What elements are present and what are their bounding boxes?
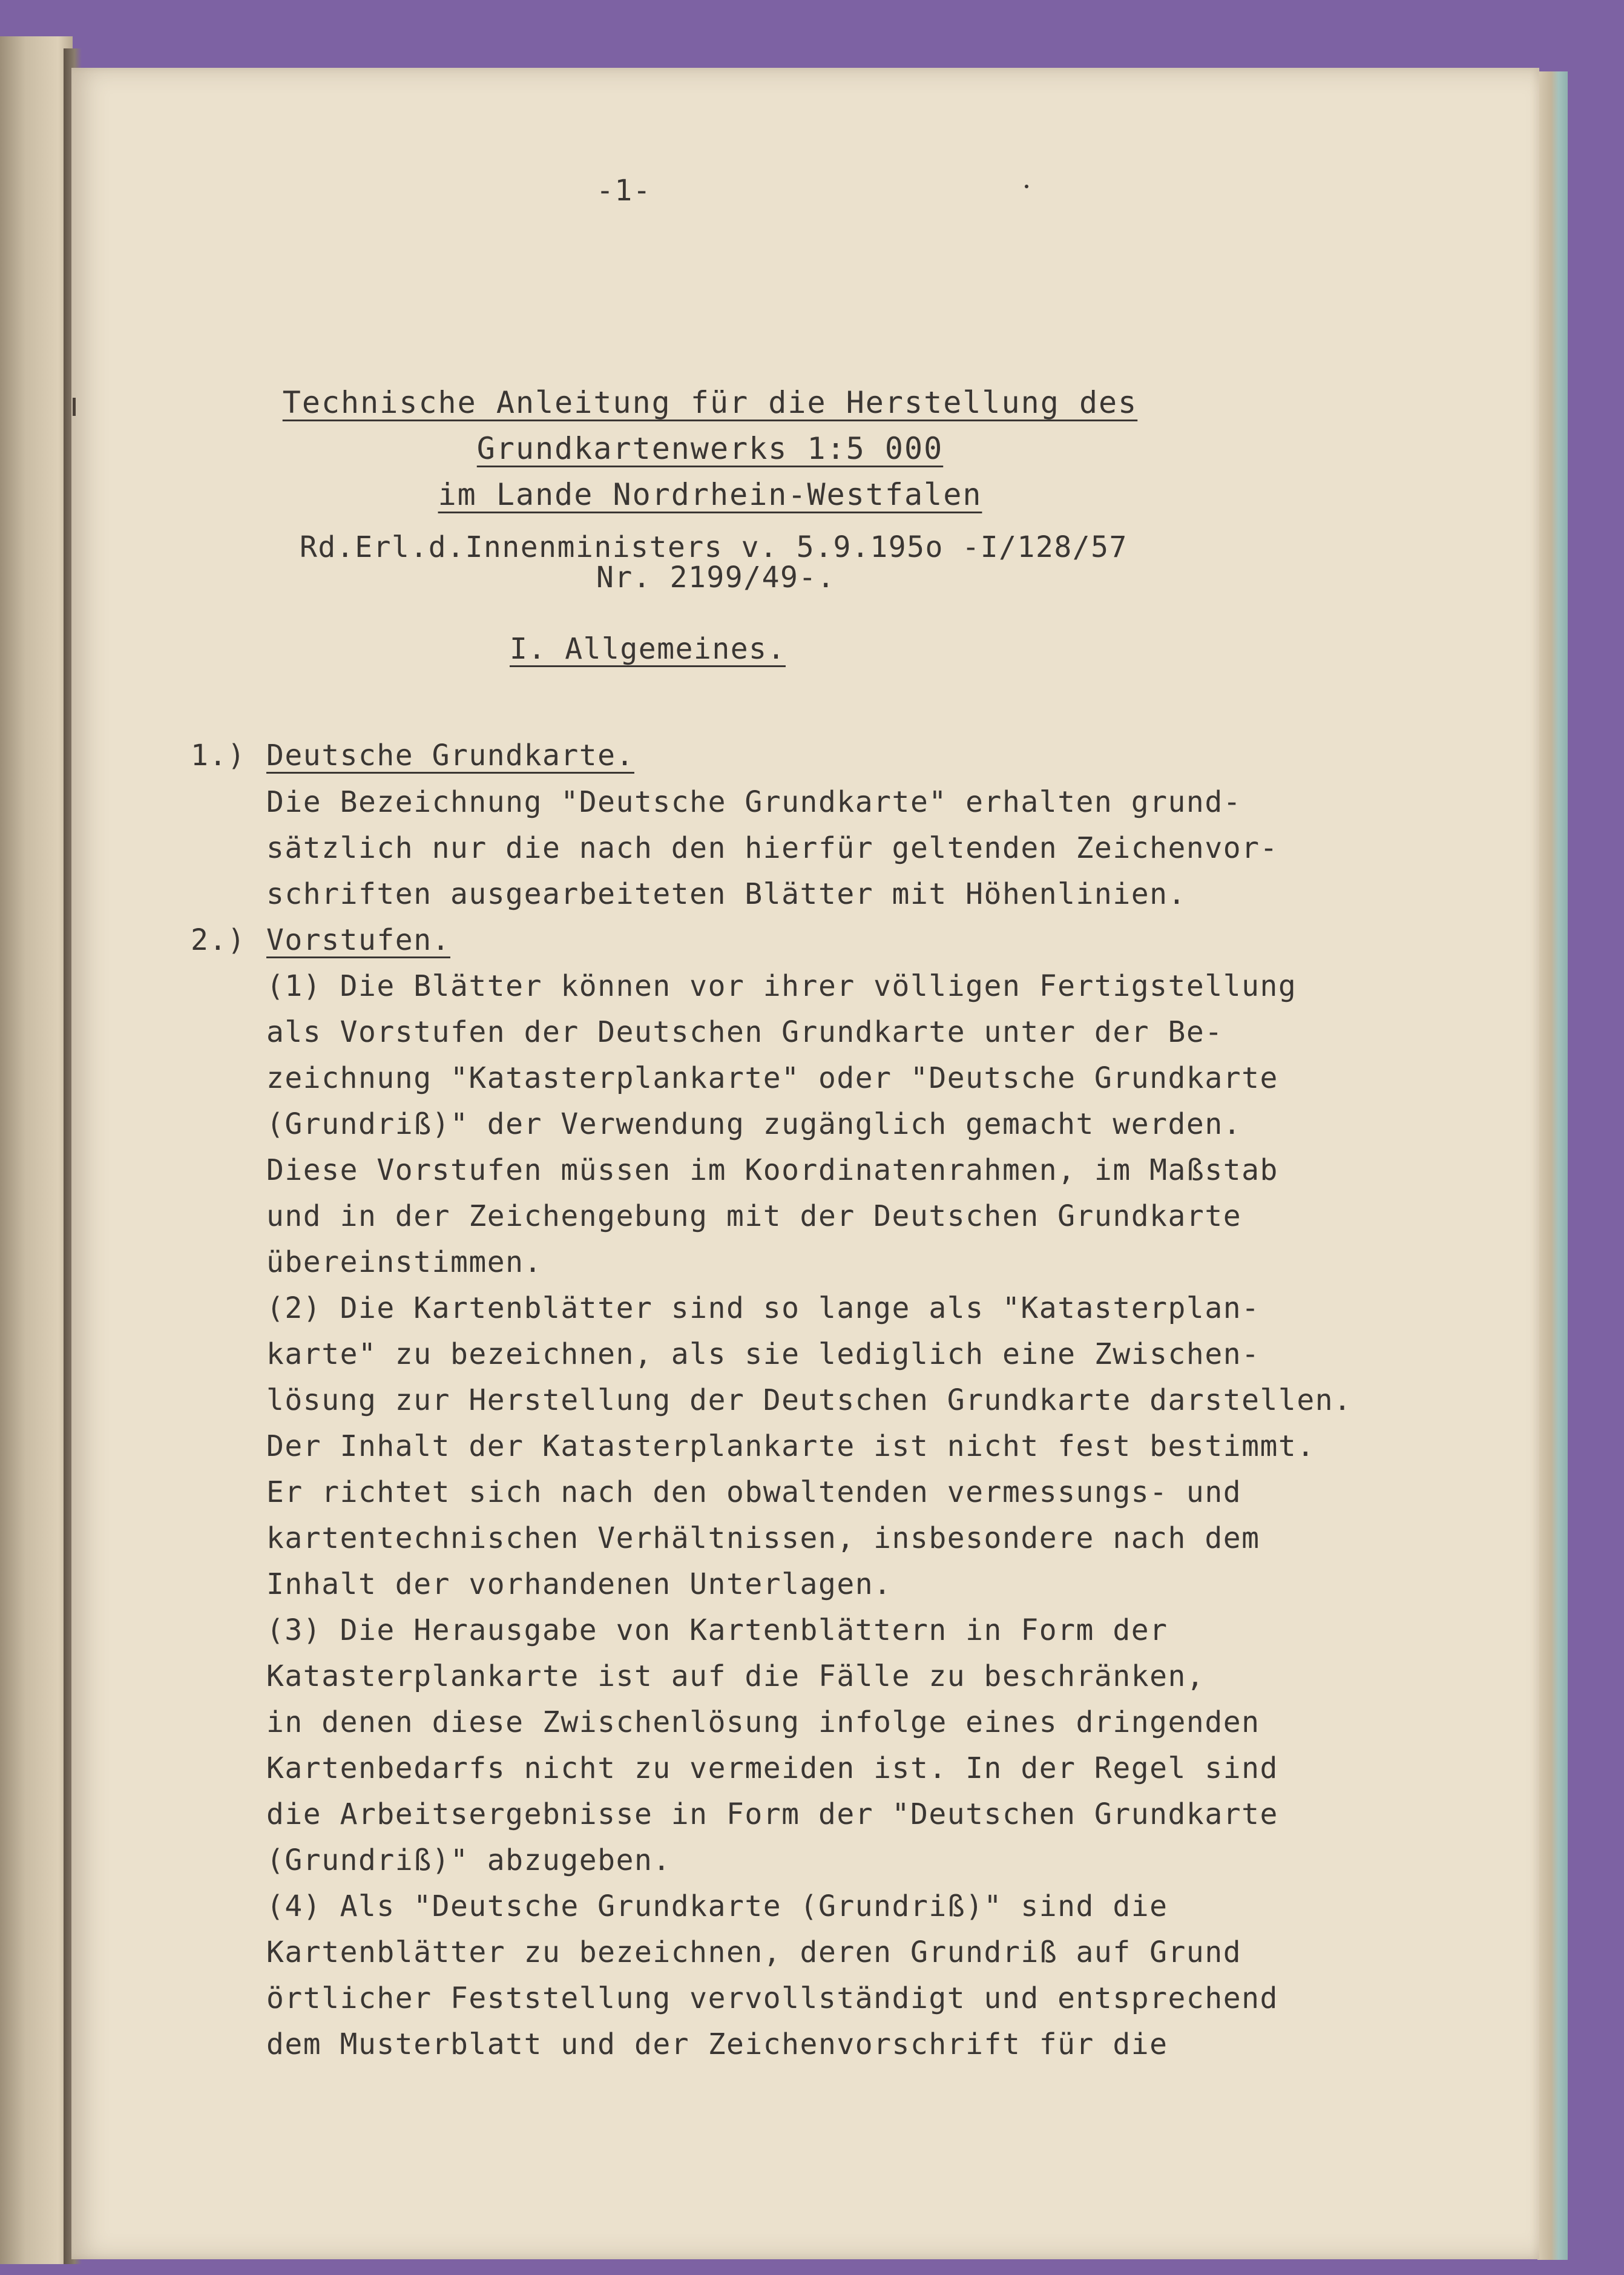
page-number: -1-	[596, 174, 652, 208]
section-2-line: Der Inhalt der Katasterplankarte ist nicht fest bestimmt.	[266, 1429, 1315, 1463]
section-2-line: (4) Als "Deutsche Grundkarte (Grundriß)" sind die	[266, 1889, 1168, 1923]
section-2-line: die Arbeitsergebnisse in Form der "Deutschen Grundkarte	[266, 1797, 1278, 1831]
section-2-line: kartentechnischen Verhältnissen, insbesondere nach dem	[266, 1521, 1260, 1555]
title-line-1: Technische Anleitung für die Herstellung des	[282, 385, 1138, 420]
section-1-heading: Deutsche Grundkarte.	[266, 739, 634, 772]
section-2-line: (2) Die Kartenblätter sind so lange als "Katasterplan-	[266, 1291, 1260, 1325]
title-line-2: Grundkartenwerks 1:5 000	[476, 431, 944, 466]
section-2-number: 2.)	[191, 923, 246, 957]
section-2-line: (1) Die Blätter können vor ihrer völligen Fertigstellung	[266, 969, 1297, 1003]
section-2-line: Inhalt der vorhandenen Unterlagen.	[266, 1567, 892, 1601]
section-2-line: zeichnung "Katasterplankarte" oder "Deutsche Grundkarte	[266, 1061, 1278, 1095]
section-1-line: schriften ausgearbeiteten Blätter mit Höhenlinien.	[266, 877, 1186, 911]
section-2-line: lösung zur Herstellung der Deutschen Grundkarte darstellen.	[266, 1383, 1352, 1417]
section-2-line: örtlicher Feststellung vervollständigt und entsprechend	[266, 1981, 1278, 2015]
section-2-line: und in der Zeichengebung mit der Deutschen Grundkarte	[266, 1199, 1242, 1233]
ink-speck	[1025, 185, 1028, 188]
section-2-line: (Grundriß)" abzugeben.	[266, 1843, 671, 1877]
decree-line-1: Rd.Erl.d.Innenministers v. 5.9.195o -I/128/57	[300, 530, 1128, 564]
margin-mark	[73, 398, 76, 416]
section-2-line: übereinstimmen.	[266, 1245, 542, 1279]
section-2-line: Diese Vorstufen müssen im Koordinatenrahmen, im Maßstab	[266, 1153, 1278, 1187]
section-1-line: sätzlich nur die nach den hierfür geltenden Zeichenvor-	[266, 831, 1278, 865]
facing-page-edge	[0, 36, 73, 2264]
section-1-number: 1.)	[191, 739, 246, 772]
section-2-line: dem Musterblatt und der Zeichenvorschrift für die	[266, 2027, 1168, 2061]
section-2-line: als Vorstufen der Deutschen Grundkarte unter der Be-	[266, 1015, 1223, 1049]
chapter-heading-text: I. Allgemeines.	[510, 632, 786, 666]
section-2-line: Kartenblätter zu bezeichnen, deren Grundriß auf Grund	[266, 1935, 1242, 1969]
section-2-line: Er richtet sich nach den obwaltenden vermessungs- und	[266, 1475, 1242, 1509]
page-stack-edge	[1537, 71, 1568, 2260]
section-2-line: (Grundriß)" der Verwendung zugänglich gemacht werden.	[266, 1107, 1242, 1141]
section-2-line: Katasterplankarte ist auf die Fälle zu beschränken,	[266, 1659, 1205, 1693]
section-2-line: Kartenbedarfs nicht zu vermeiden ist. In der Regel sind	[266, 1751, 1278, 1785]
section-2-heading: Vorstufen.	[266, 923, 450, 957]
decree-line-2: Nr. 2199/49-.	[596, 561, 836, 594]
section-2-line: (3) Die Herausgabe von Kartenblättern in Form der	[266, 1613, 1168, 1647]
title-line-3: im Lande Nordrhein-Westfalen	[438, 477, 982, 512]
section-1-line: Die Bezeichnung "Deutsche Grundkarte" erhalten grund-	[266, 785, 1242, 819]
chapter-heading	[510, 626, 786, 672]
section-2-line: karte" zu bezeichnen, als sie lediglich eine Zwischen-	[266, 1337, 1260, 1371]
section-2-line: in denen diese Zwischenlösung infolge eines dringenden	[266, 1705, 1260, 1739]
